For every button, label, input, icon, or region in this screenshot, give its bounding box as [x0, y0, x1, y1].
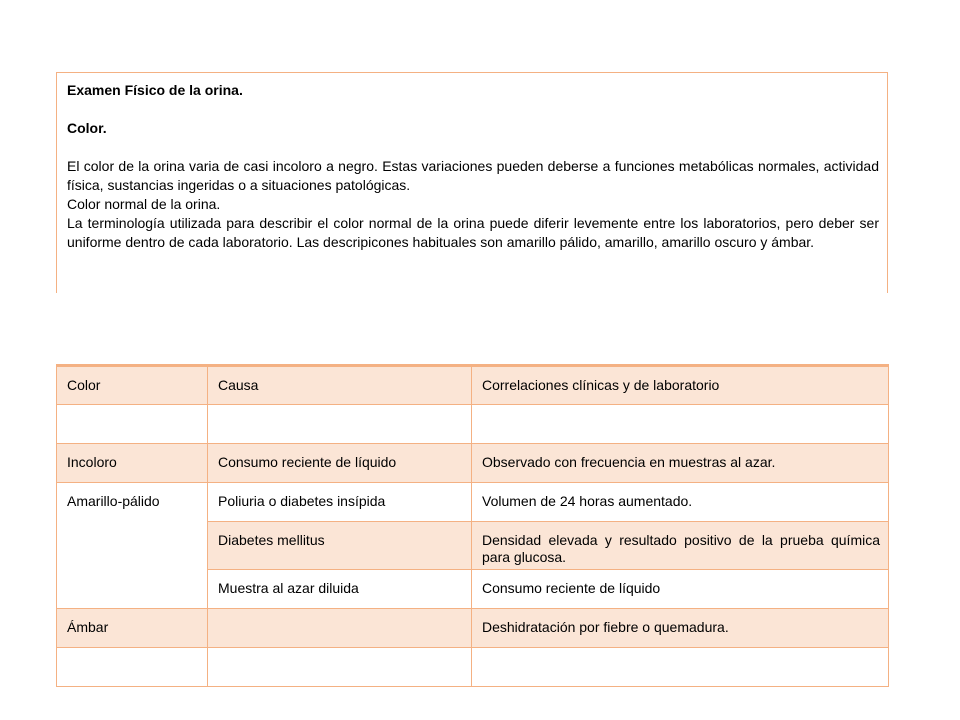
column-header-causa: Causa [208, 366, 472, 405]
table-row [57, 483, 889, 522]
table-row [57, 405, 889, 444]
intro-paragraph: El color de la orina varia de casi incoloro a negro. Estas variaciones pueden deberse a funciones metabólicas normales, actividad física, sustancias ingeridas o a situaciones patológicas. [67, 158, 879, 193]
normal-color-heading: Color normal de la orina. [67, 196, 221, 212]
table-row [57, 444, 889, 483]
cell-causa [208, 609, 472, 648]
cell-correlacion: Volumen de 24 horas aumentado. [472, 483, 889, 522]
terminology-paragraph: La terminología utilizada para describir el color normal de la orina puede diferir levemente entre los laboratorios, pero deber ser uniforme dentro de cada laboratorio. Las descripicones habituales son amarillo pálido, amarillo, amarillo oscuro y ámbar. [67, 215, 879, 250]
intro-box [56, 72, 888, 293]
cell-correlacion: Consumo reciente de líquido [472, 570, 889, 609]
section-title: Examen Físico de la orina. [67, 82, 243, 98]
cell-correlacion [472, 405, 889, 444]
column-header-color: Color [57, 366, 208, 405]
cell-correlacion [472, 648, 889, 687]
cell-color: Incoloro [57, 444, 208, 483]
subsection-title: Color. [67, 120, 107, 136]
table-row [57, 609, 889, 648]
cell-color [57, 405, 208, 444]
table-header-row [57, 366, 889, 405]
urine-color-table [56, 364, 889, 687]
cell-color: Ámbar [57, 609, 208, 648]
cell-causa [208, 405, 472, 444]
cell-causa: Poliuria o diabetes insípida [208, 483, 472, 522]
cell-causa: Diabetes mellitus [208, 522, 472, 570]
cell-causa: Muestra al azar diluida [208, 570, 472, 609]
cell-correlacion: Densidad elevada y resultado positivo de la prueba química para glucosa. [472, 522, 889, 570]
cell-correlacion: Observado con frecuencia en muestras al azar. [472, 444, 889, 483]
cell-color [57, 648, 208, 687]
table-row [57, 648, 889, 687]
column-header-correlaciones: Correlaciones clínicas y de laboratorio [472, 366, 889, 405]
cell-color-amarillo-palido: Amarillo-pálido [57, 483, 208, 609]
cell-causa: Consumo reciente de líquido [208, 444, 472, 483]
cell-causa [208, 648, 472, 687]
cell-correlacion: Deshidratación por fiebre o quemadura. [472, 609, 889, 648]
